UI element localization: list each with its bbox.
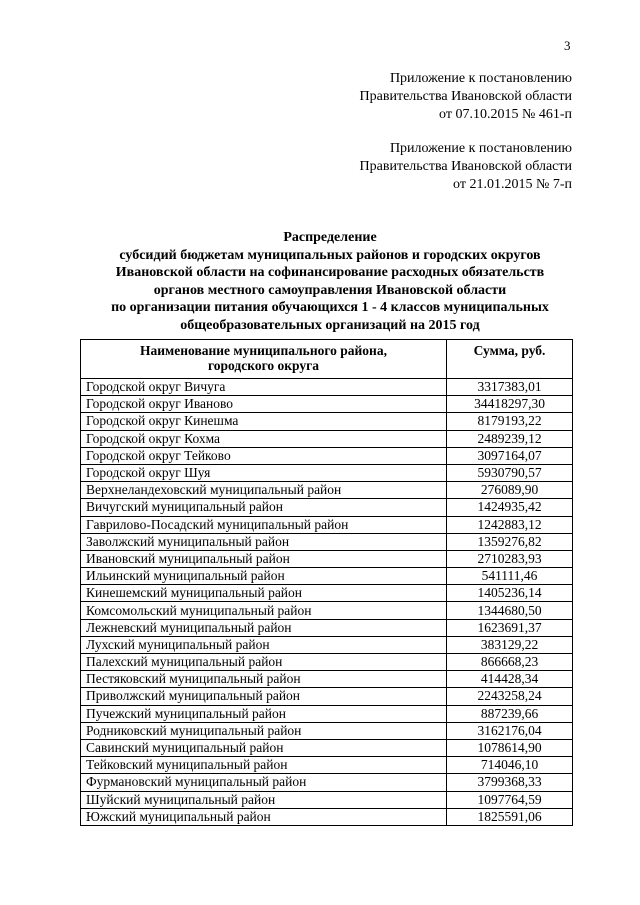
- subsidy-amount: 1359276,82: [447, 533, 573, 550]
- subsidy-amount: 2489239,12: [447, 430, 573, 447]
- municipality-name: Приволжский муниципальный район: [81, 688, 447, 705]
- municipality-name: Тейковский муниципальный район: [81, 757, 447, 774]
- municipality-name: Городской округ Иваново: [81, 396, 447, 413]
- table-row: [81, 413, 573, 430]
- title-line: органов местного самоуправления Ивановской области: [153, 282, 507, 298]
- municipality-name: Городской округ Кинешма: [81, 413, 447, 430]
- subsidy-amount: 1344680,50: [447, 602, 573, 619]
- table-row: [81, 739, 573, 756]
- municipality-name: Кинешемский муниципальный район: [81, 585, 447, 602]
- table-row: [81, 757, 573, 774]
- table-row: [81, 447, 573, 464]
- appendix-note-2: [360, 140, 572, 194]
- table-row: [81, 396, 573, 413]
- table-row: [81, 499, 573, 516]
- table-row: [81, 722, 573, 739]
- title-line: субсидий бюджетам муниципальных районов и городских округов: [119, 247, 541, 263]
- subsidy-amount: 1078614,90: [447, 739, 573, 756]
- document-title: [60, 229, 600, 334]
- title-line: по организации питания обучающихся 1 - 4 классов муниципальных: [111, 300, 549, 315]
- table-row: [81, 808, 573, 825]
- table-row: [81, 464, 573, 481]
- municipality-name: Фурмановский муниципальный район: [81, 774, 447, 791]
- table-row: [81, 602, 573, 619]
- header-name: [81, 340, 447, 379]
- municipality-name: Гаврилово-Посадский муниципальный район: [81, 516, 447, 533]
- table-row: [81, 636, 573, 653]
- subsidy-amount: 3799368,33: [447, 774, 573, 791]
- subsidy-amount: 1623691,37: [447, 619, 573, 636]
- appendix-note-1: [360, 70, 572, 124]
- appendix-line: от 21.01.2015 № 7-п: [453, 177, 572, 192]
- municipality-name: Шуйский муниципальный район: [81, 791, 447, 808]
- municipality-name: Городской округ Тейково: [81, 447, 447, 464]
- municipality-name: Лухский муниципальный район: [81, 636, 447, 653]
- table-row: [81, 516, 573, 533]
- municipality-name: Пестяковский муниципальный район: [81, 671, 447, 688]
- table-row: [81, 688, 573, 705]
- municipality-name: Городской округ Вичуга: [81, 379, 447, 396]
- table-row: [81, 430, 573, 447]
- municipality-name: Ильинский муниципальный район: [81, 568, 447, 585]
- subsidy-amount: 5930790,57: [447, 464, 573, 481]
- subsidy-amount: 414428,34: [447, 671, 573, 688]
- table-row: [81, 533, 573, 550]
- municipality-name: Вичугский муниципальный район: [81, 499, 447, 516]
- municipality-name: Ивановский муниципальный район: [81, 550, 447, 567]
- table-row: [81, 671, 573, 688]
- municipality-name: Лежневский муниципальный район: [81, 619, 447, 636]
- subsidy-amount: 714046,10: [447, 757, 573, 774]
- municipality-name: Заволжский муниципальный район: [81, 533, 447, 550]
- header-sum: Сумма, руб.: [447, 340, 573, 379]
- municipality-name: Савинский муниципальный район: [81, 739, 447, 756]
- appendix-line: Правительства Ивановской области: [359, 89, 572, 104]
- subsidy-amount: 383129,22: [447, 636, 573, 653]
- table-row: [81, 550, 573, 567]
- appendix-line: Правительства Ивановской области: [359, 159, 572, 174]
- table-row: [81, 482, 573, 499]
- subsidy-amount: 3097164,07: [447, 447, 573, 464]
- subsidy-amount: 1242883,12: [447, 516, 573, 533]
- header-name-line: Наименование муниципального района,: [140, 343, 387, 358]
- table-header-row: [81, 340, 573, 379]
- subsidy-amount: 866668,23: [447, 654, 573, 671]
- municipality-name: Палехский муниципальный район: [81, 654, 447, 671]
- table-row: [81, 619, 573, 636]
- appendix-line: Приложение к постановлению: [389, 71, 572, 86]
- table-row: [81, 774, 573, 791]
- title-line: Распределение: [283, 230, 377, 245]
- municipality-name: Пучежский муниципальный район: [81, 705, 447, 722]
- appendix-line: от 07.10.2015 № 461-п: [439, 107, 572, 122]
- municipality-name: Верхнеландеховский муниципальный район: [81, 482, 447, 499]
- subsidy-amount: 2243258,24: [447, 688, 573, 705]
- table-row: [81, 791, 573, 808]
- subsidy-amount: 8179193,22: [447, 413, 573, 430]
- subsidy-table: [80, 339, 573, 826]
- subsidy-amount: 2710283,93: [447, 550, 573, 567]
- municipality-name: Комсомольский муниципальный район: [81, 602, 447, 619]
- header-name-line: городского округа: [208, 358, 319, 373]
- page-number: 3: [564, 38, 571, 53]
- title-line: Ивановской области на софинансирование расходных обязательств: [115, 265, 545, 280]
- subsidy-amount: 3317383,01: [447, 379, 573, 396]
- subsidy-table-container: [80, 339, 573, 826]
- municipality-name: Южский муниципальный район: [81, 808, 447, 825]
- municipality-name: Родниковский муниципальный район: [81, 722, 447, 739]
- subsidy-amount: 1405236,14: [447, 585, 573, 602]
- table-row: [81, 654, 573, 671]
- table-body: [81, 379, 573, 826]
- subsidy-amount: 276089,90: [447, 482, 573, 499]
- municipality-name: Городской округ Шуя: [81, 464, 447, 481]
- subsidy-amount: 1825591,06: [447, 808, 573, 825]
- municipality-name: Городской округ Кохма: [81, 430, 447, 447]
- table-row: [81, 705, 573, 722]
- table-row: [81, 585, 573, 602]
- subsidy-amount: 541111,46: [447, 568, 573, 585]
- subsidy-amount: 1097764,59: [447, 791, 573, 808]
- subsidy-amount: 887239,66: [447, 705, 573, 722]
- appendix-line: Приложение к постановлению: [389, 141, 572, 156]
- table-row: [81, 568, 573, 585]
- subsidy-amount: 1424935,42: [447, 499, 573, 516]
- table-row: [81, 379, 573, 396]
- subsidy-amount: 34418297,30: [447, 396, 573, 413]
- subsidy-amount: 3162176,04: [447, 722, 573, 739]
- title-line: общеобразовательных организаций на 2015 год: [180, 317, 480, 333]
